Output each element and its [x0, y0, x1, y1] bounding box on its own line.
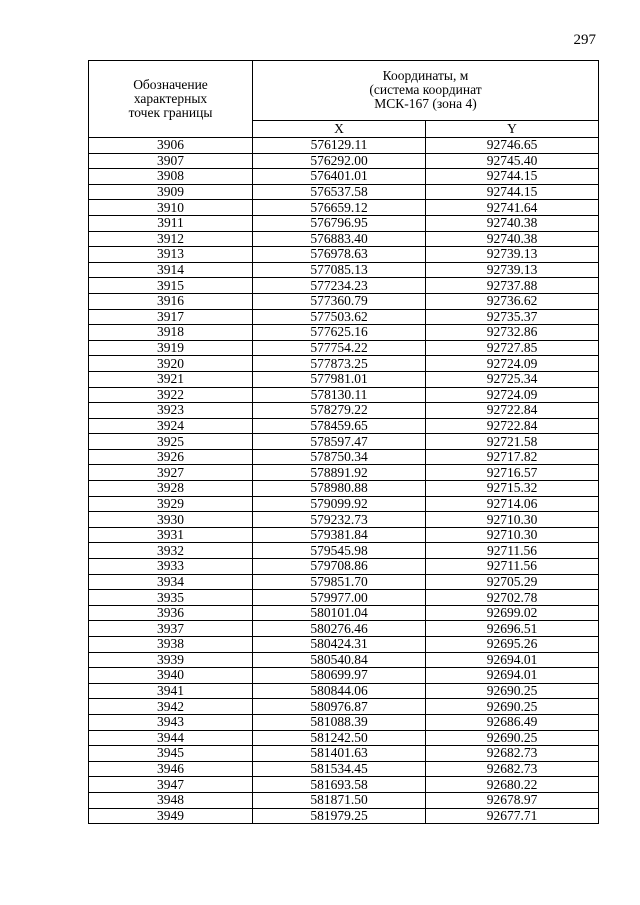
- point-id-cell: 3916: [89, 293, 253, 309]
- x-coordinate-cell: 578130.11: [253, 387, 426, 403]
- x-coordinate-cell: 576537.58: [253, 184, 426, 200]
- x-coordinate-cell: 580699.97: [253, 668, 426, 684]
- y-coordinate-cell: 92717.82: [426, 449, 599, 465]
- table-row: [89, 699, 599, 715]
- point-id-cell: 3908: [89, 169, 253, 185]
- point-id-cell: 3925: [89, 434, 253, 450]
- y-coordinate-cell: 92710.30: [426, 512, 599, 528]
- x-coordinate-cell: 576796.95: [253, 215, 426, 231]
- y-coordinate-cell: 92739.13: [426, 247, 599, 263]
- table-row: [89, 481, 599, 497]
- y-coordinate-cell: 92745.40: [426, 153, 599, 169]
- point-id-cell: 3944: [89, 730, 253, 746]
- table-row: [89, 512, 599, 528]
- x-coordinate-cell: 580976.87: [253, 699, 426, 715]
- x-coordinate-cell: 576129.11: [253, 138, 426, 154]
- table-row: [89, 340, 599, 356]
- header-line: Обозначение: [133, 77, 208, 92]
- x-coordinate-cell: 579381.84: [253, 527, 426, 543]
- x-coordinate-cell: 577360.79: [253, 293, 426, 309]
- point-id-cell: 3907: [89, 153, 253, 169]
- y-coordinate-cell: 92710.30: [426, 527, 599, 543]
- point-id-cell: 3914: [89, 262, 253, 278]
- table-row: [89, 559, 599, 575]
- table-row: [89, 761, 599, 777]
- x-coordinate-cell: 578980.88: [253, 481, 426, 497]
- point-id-cell: 3938: [89, 637, 253, 653]
- x-coordinate-cell: 579545.98: [253, 543, 426, 559]
- table-row: [89, 262, 599, 278]
- x-coordinate-cell: 578459.65: [253, 418, 426, 434]
- point-id-cell: 3937: [89, 621, 253, 637]
- table-row: [89, 387, 599, 403]
- y-column-header: Y: [426, 120, 599, 137]
- y-coordinate-cell: 92725.34: [426, 371, 599, 387]
- table-row: [89, 231, 599, 247]
- point-designation-header: [89, 61, 253, 138]
- y-coordinate-cell: 92744.15: [426, 184, 599, 200]
- x-coordinate-cell: 576292.00: [253, 153, 426, 169]
- x-coordinate-cell: 581979.25: [253, 808, 426, 824]
- point-id-cell: 3909: [89, 184, 253, 200]
- header-line: Координаты, м: [382, 68, 469, 84]
- point-id-cell: 3927: [89, 465, 253, 481]
- point-id-cell: 3941: [89, 683, 253, 699]
- point-id-cell: 3930: [89, 512, 253, 528]
- x-coordinate-cell: 581401.63: [253, 746, 426, 762]
- y-coordinate-cell: 92739.13: [426, 262, 599, 278]
- point-id-cell: 3942: [89, 699, 253, 715]
- y-coordinate-cell: 92699.02: [426, 605, 599, 621]
- table-row: [89, 730, 599, 746]
- table-row: [89, 621, 599, 637]
- table-row: [89, 605, 599, 621]
- x-coordinate-cell: 577754.22: [253, 340, 426, 356]
- table-row: [89, 247, 599, 263]
- x-coordinate-cell: 578891.92: [253, 465, 426, 481]
- point-id-cell: 3945: [89, 746, 253, 762]
- table-row: [89, 590, 599, 606]
- y-coordinate-cell: 92722.84: [426, 418, 599, 434]
- table-row: [89, 652, 599, 668]
- table-row: [89, 496, 599, 512]
- y-coordinate-cell: 92715.32: [426, 481, 599, 497]
- y-coordinate-cell: 92711.56: [426, 543, 599, 559]
- point-id-cell: 3936: [89, 605, 253, 621]
- table-row: [89, 325, 599, 341]
- table-row: [89, 293, 599, 309]
- point-id-cell: 3931: [89, 527, 253, 543]
- point-id-cell: 3910: [89, 200, 253, 216]
- point-id-cell: 3913: [89, 247, 253, 263]
- y-coordinate-cell: 92705.29: [426, 574, 599, 590]
- y-coordinate-cell: 92680.22: [426, 777, 599, 793]
- table-row: [89, 371, 599, 387]
- x-coordinate-cell: 581088.39: [253, 714, 426, 730]
- point-id-cell: 3939: [89, 652, 253, 668]
- table-row: [89, 668, 599, 684]
- x-coordinate-cell: 580101.04: [253, 605, 426, 621]
- point-id-cell: 3923: [89, 403, 253, 419]
- table-row: [89, 418, 599, 434]
- x-coordinate-cell: 580424.31: [253, 637, 426, 653]
- coordinates-table: [88, 60, 599, 824]
- y-coordinate-cell: 92694.01: [426, 652, 599, 668]
- y-coordinate-cell: 92746.65: [426, 138, 599, 154]
- y-coordinate-cell: 92677.71: [426, 808, 599, 824]
- point-id-cell: 3911: [89, 215, 253, 231]
- table-row: [89, 169, 599, 185]
- table-row: [89, 200, 599, 216]
- table-row: [89, 714, 599, 730]
- x-coordinate-cell: 576659.12: [253, 200, 426, 216]
- table-row: [89, 527, 599, 543]
- y-coordinate-cell: 92696.51: [426, 621, 599, 637]
- x-coordinate-cell: 581871.50: [253, 792, 426, 808]
- point-id-cell: 3935: [89, 590, 253, 606]
- y-coordinate-cell: 92694.01: [426, 668, 599, 684]
- point-id-cell: 3929: [89, 496, 253, 512]
- table-row: [89, 309, 599, 325]
- x-coordinate-cell: 577234.23: [253, 278, 426, 294]
- point-id-cell: 3912: [89, 231, 253, 247]
- y-coordinate-cell: 92711.56: [426, 559, 599, 575]
- x-coordinate-cell: 577625.16: [253, 325, 426, 341]
- table-row: [89, 184, 599, 200]
- point-id-cell: 3928: [89, 481, 253, 497]
- y-coordinate-cell: 92682.73: [426, 746, 599, 762]
- point-id-cell: 3924: [89, 418, 253, 434]
- x-coordinate-cell: 581534.45: [253, 761, 426, 777]
- x-coordinate-cell: 580276.46: [253, 621, 426, 637]
- x-coordinate-cell: 576401.01: [253, 169, 426, 185]
- y-coordinate-cell: 92727.85: [426, 340, 599, 356]
- y-coordinate-cell: 92740.38: [426, 215, 599, 231]
- table-row: [89, 153, 599, 169]
- point-id-cell: 3948: [89, 792, 253, 808]
- y-coordinate-cell: 92695.26: [426, 637, 599, 653]
- y-coordinate-cell: 92714.06: [426, 496, 599, 512]
- table-row: [89, 746, 599, 762]
- table-row: [89, 138, 599, 154]
- point-id-cell: 3934: [89, 574, 253, 590]
- x-coordinate-cell: 577503.62: [253, 309, 426, 325]
- x-coordinate-cell: 579708.86: [253, 559, 426, 575]
- table-row: [89, 637, 599, 653]
- y-coordinate-cell: 92724.09: [426, 356, 599, 372]
- point-id-cell: 3932: [89, 543, 253, 559]
- x-coordinate-cell: 579232.73: [253, 512, 426, 528]
- table-body: [89, 138, 599, 824]
- y-coordinate-cell: 92721.58: [426, 434, 599, 450]
- y-coordinate-cell: 92736.62: [426, 293, 599, 309]
- table-row: [89, 808, 599, 824]
- table-row: [89, 215, 599, 231]
- coordinates-header: [253, 61, 599, 121]
- point-id-cell: 3918: [89, 325, 253, 341]
- point-id-cell: 3922: [89, 387, 253, 403]
- y-coordinate-cell: 92732.86: [426, 325, 599, 341]
- y-coordinate-cell: 92744.15: [426, 169, 599, 185]
- table-header: [89, 61, 599, 138]
- header-line: (система координат: [369, 82, 482, 98]
- y-coordinate-cell: 92741.64: [426, 200, 599, 216]
- x-coordinate-cell: 581693.58: [253, 777, 426, 793]
- table-row: [89, 434, 599, 450]
- x-coordinate-cell: 579851.70: [253, 574, 426, 590]
- table-row: [89, 683, 599, 699]
- table-row: [89, 574, 599, 590]
- point-id-cell: 3926: [89, 449, 253, 465]
- point-id-cell: 3906: [89, 138, 253, 154]
- y-coordinate-cell: 92735.37: [426, 309, 599, 325]
- table-row: [89, 777, 599, 793]
- y-coordinate-cell: 92716.57: [426, 465, 599, 481]
- point-id-cell: 3947: [89, 777, 253, 793]
- x-coordinate-cell: 576978.63: [253, 247, 426, 263]
- point-id-cell: 3940: [89, 668, 253, 684]
- y-coordinate-cell: 92722.84: [426, 403, 599, 419]
- x-coordinate-cell: 577085.13: [253, 262, 426, 278]
- x-coordinate-cell: 581242.50: [253, 730, 426, 746]
- header-line: характерных: [133, 91, 208, 106]
- x-coordinate-cell: 578597.47: [253, 434, 426, 450]
- table-row: [89, 465, 599, 481]
- point-id-cell: 3946: [89, 761, 253, 777]
- y-coordinate-cell: 92690.25: [426, 683, 599, 699]
- y-coordinate-cell: 92690.25: [426, 730, 599, 746]
- point-id-cell: 3915: [89, 278, 253, 294]
- point-id-cell: 3921: [89, 371, 253, 387]
- point-id-cell: 3943: [89, 714, 253, 730]
- point-id-cell: 3920: [89, 356, 253, 372]
- header-line: МСК-167 (зона 4): [374, 96, 477, 112]
- x-coordinate-cell: 578750.34: [253, 449, 426, 465]
- y-coordinate-cell: 92678.97: [426, 792, 599, 808]
- point-id-cell: 3949: [89, 808, 253, 824]
- y-coordinate-cell: 92682.73: [426, 761, 599, 777]
- x-coordinate-cell: 580844.06: [253, 683, 426, 699]
- x-coordinate-cell: 580540.84: [253, 652, 426, 668]
- table-row: [89, 792, 599, 808]
- x-coordinate-cell: 577873.25: [253, 356, 426, 372]
- x-coordinate-cell: 577981.01: [253, 371, 426, 387]
- y-coordinate-cell: 92690.25: [426, 699, 599, 715]
- x-coordinate-cell: 579099.92: [253, 496, 426, 512]
- header-line: точек границы: [128, 105, 213, 120]
- table-row: [89, 356, 599, 372]
- y-coordinate-cell: 92737.88: [426, 278, 599, 294]
- point-id-cell: 3933: [89, 559, 253, 575]
- x-coordinate-cell: 579977.00: [253, 590, 426, 606]
- y-coordinate-cell: 92740.38: [426, 231, 599, 247]
- y-coordinate-cell: 92724.09: [426, 387, 599, 403]
- x-coordinate-cell: 578279.22: [253, 403, 426, 419]
- x-coordinate-cell: 576883.40: [253, 231, 426, 247]
- table-row: [89, 403, 599, 419]
- point-id-cell: 3917: [89, 309, 253, 325]
- table-row: [89, 543, 599, 559]
- table-row: [89, 449, 599, 465]
- x-column-header: X: [253, 120, 426, 137]
- point-id-cell: 3919: [89, 340, 253, 356]
- page-number: 297: [573, 32, 596, 48]
- y-coordinate-cell: 92686.49: [426, 714, 599, 730]
- y-coordinate-cell: 92702.78: [426, 590, 599, 606]
- table-row: [89, 278, 599, 294]
